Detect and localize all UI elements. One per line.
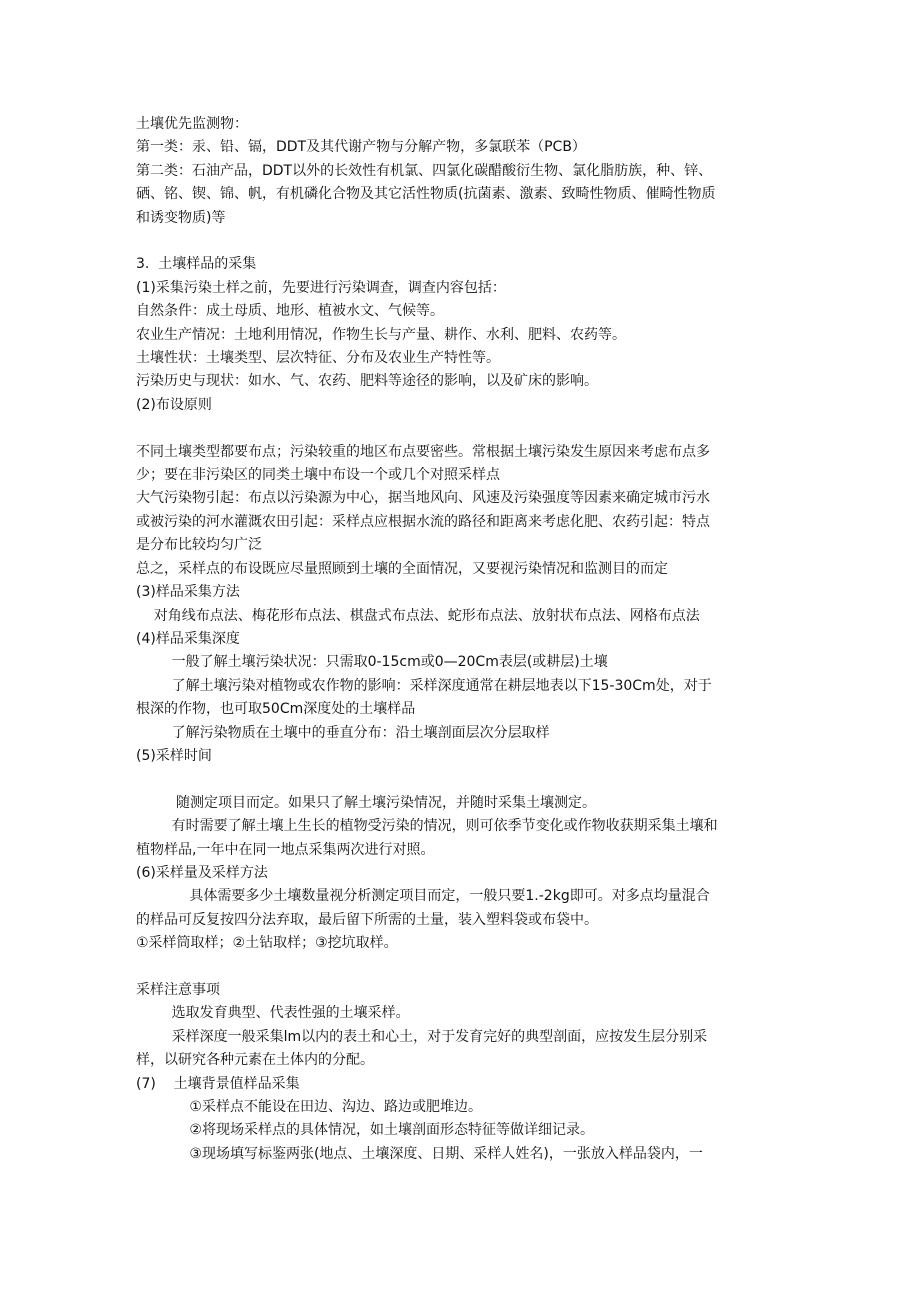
text-line: 不同土壤类型都要布点；污染较重的地区布点要密些。常根据土壤污染发生原因来考虑布点多 — [136, 443, 710, 460]
text-line: 样，以研究各种元素在土体内的分配。 — [136, 1052, 374, 1069]
text-line: 采样注意事项 — [136, 981, 220, 998]
text-line: (4)样品采集深度 — [136, 630, 240, 647]
blank-line — [136, 956, 776, 979]
text-line: (7) 土壤背景值样品采集 — [136, 1075, 300, 1092]
text-line: 植物样品,一年中在同一地点采集两次进行对照。 — [136, 841, 435, 858]
blank-line — [136, 768, 776, 791]
text-line: 根深的作物，也可取50Cm深度处的土壤样品 — [136, 701, 416, 718]
text-line: 少；要在非污染区的同类土壤中布设一个或几个对照采样点 — [136, 467, 500, 484]
text-line: ②将现场采样点的具体情况，如土壤剖面形态特征等做详细记录。 — [136, 1122, 594, 1139]
text-line: 土壤性状：土壤类型、层次特征、分布及农业生产特性等。 — [136, 350, 500, 367]
text-line: 采样深度一般采集lm以内的表土和心土，对于发育完好的典型剖面，应按发生层分别采 — [136, 1028, 708, 1045]
text-line: 的样品可反复按四分法弃取，最后留下所需的土量，装入塑料袋或布袋中。 — [136, 911, 598, 928]
document-body — [136, 113, 776, 1166]
text-line: 了解土壤污染对植物或农作物的影响：采样深度通常在耕层地表以下15-30Cm处，对于 — [136, 677, 712, 694]
text-line: ③现场填写标鉴两张(地点、土壤深度、日期、采样人姓名)，一张放入样品袋内，一 — [136, 1145, 703, 1162]
text-line: 污染历史与现状：如水、气、农药、肥料等途径的影响，以及矿床的影响。 — [136, 373, 598, 390]
text-line: 农业生产情况：土地利用情况，作物生长与产量、耕作、水利、肥料、农药等。 — [136, 326, 626, 343]
text-line: 3. 土壤样品的采集 — [136, 256, 257, 273]
text-line: 和诱变物质)等 — [136, 209, 226, 226]
text-line: (3)样品采集方法 — [136, 584, 240, 601]
text-line: ①采样点不能设在田边、沟边、路边或肥堆边。 — [136, 1099, 482, 1115]
blank-line — [136, 417, 776, 440]
text-line: 总之，采样点的布设既应尽量照顾到土壤的全面情况，又要视污染情况和监测目的而定 — [136, 560, 668, 577]
text-line: 选取发育典型、代表性强的土壤采样。 — [136, 1005, 410, 1022]
text-line: ①采样筒取样；②土钻取样；③挖坑取样。 — [136, 935, 398, 952]
text-line: 硒、铭、锲、锦、帆，有机磷化合物及其它活性物质(抗菌素、激素、致畸性物质、催畸性物质 — [136, 186, 716, 203]
text-line: 具体需要多少土壤数量视分析测定项目而定，一般只要1.-2kg即可。对多点均量混合 — [136, 888, 710, 905]
text-line: 自然条件：成土母质、地形、植被水文、气候等。 — [136, 303, 444, 320]
text-line: 第二类：石油产品，DDT以外的长效性有机氯、四氯化碳醋酸衍生物、氯化脂肪族，种、锌、 — [136, 162, 713, 179]
text-line: (2)布设原则 — [136, 396, 212, 413]
text-line: 大气污染物引起：布点以污染源为中心，据当地风向、风速及污染强度等因素来确定城市污水 — [136, 490, 710, 507]
text-line: 有时需要了解土壤上生长的植物受污染的情况，则可依季节变化或作物收获期采集土壤和 — [136, 818, 718, 835]
blank-line — [136, 230, 776, 253]
text-line: (5)采样时间 — [136, 747, 212, 764]
text-line: (6)采样量及采样方法 — [136, 864, 268, 881]
text-line: 第一类：汞、铅、镉，DDT及其代谢产物与分解产物，多氯联苯（PCB） — [136, 139, 586, 156]
text-line: 了解污染物质在土壤中的垂直分布：沿土壤剖面层次分层取样 — [136, 724, 550, 741]
text-line: 土壤优先监测物： — [136, 116, 248, 132]
text-line: 对角线布点法、梅花形布点法、棋盘式布点法、蛇形布点法、放射状布点法、网格布点法 — [136, 607, 700, 624]
text-line: (1)采集污染土样之前，先要进行污染调查，调查内容包括： — [136, 279, 506, 296]
text-line: 一般了解土壤污染状况：只需取0-15cm或0—20Cm表层(或耕层)土壤 — [136, 654, 608, 671]
text-line: 是分布比较均匀广泛 — [136, 537, 262, 554]
text-line: 随测定项目而定。如果只了解土壤污染情况，并随时采集土壤测定。 — [136, 794, 597, 811]
text-line: 或被污染的河水灌溉农田引起：采样点应根据水流的路径和距离来考虑化肥、农药引起：特点 — [136, 513, 710, 530]
